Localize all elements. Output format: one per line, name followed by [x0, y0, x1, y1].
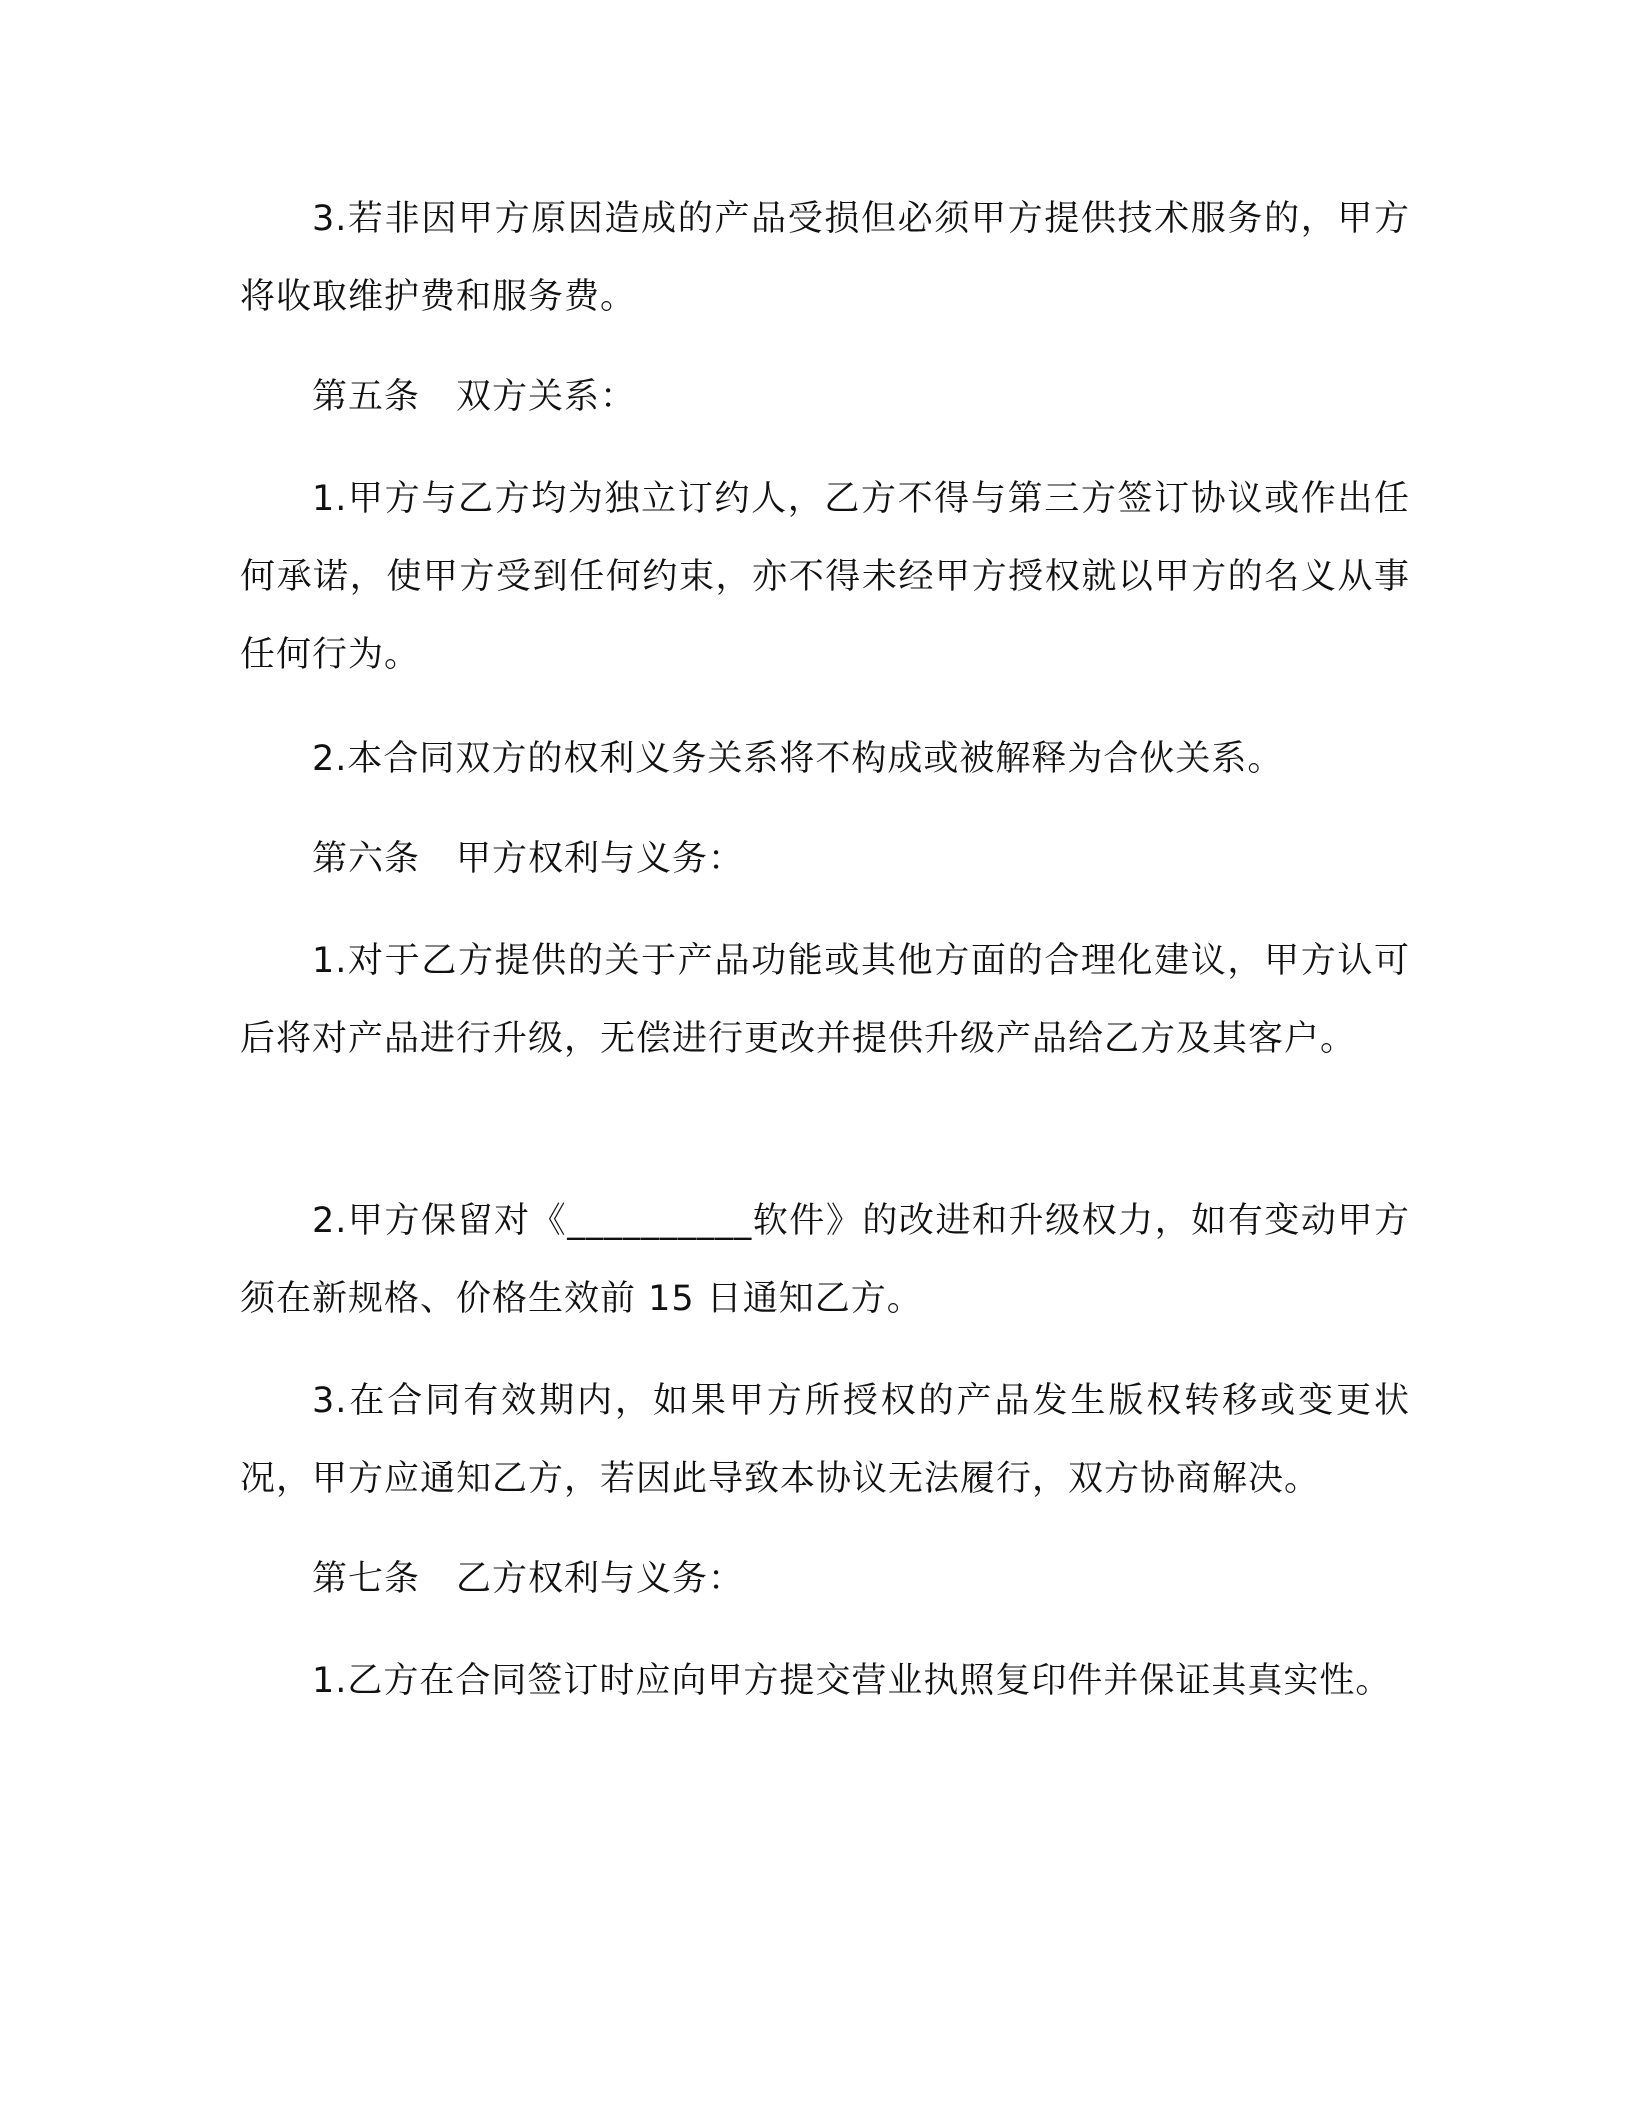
article-6-heading: 第六条 甲方权利与义务：: [312, 839, 745, 879]
article-5-heading: 第五条 双方关系：: [312, 377, 637, 417]
clause-7-item-1: 1.乙方在合同签订时应向甲方提交营业执照复印件并保证其真实性。: [312, 1661, 1392, 1701]
clause-6-item-2: 2.甲方保留对《__________软件》的改进和升级权力，如有变动甲方须在新规格、价格生效前 15 日通知乙方。: [240, 1201, 1410, 1319]
clause-4-item-3: 3.若非因甲方原因造成的产品受损但必须甲方提供技术服务的，甲方将收取维护费和服务费。: [240, 199, 1410, 317]
article-7-heading: 第七条 乙方权利与义务：: [312, 1559, 745, 1599]
clause-6-item-3: 3.在合同有效期内，如果甲方所授权的产品发生版权转移或变更状况，甲方应通知乙方，若因此导致本协议无法履行，双方协商解决。: [240, 1381, 1410, 1499]
clause-6-item-1: 1.对于乙方提供的关于产品功能或其他方面的合理化建议，甲方认可后将对产品进行升级，无偿进行更改并提供升级产品给乙方及其客户。: [240, 941, 1410, 1059]
clause-5-item-1: 1.甲方与乙方均为独立订约人，乙方不得与第三方签订协议或作出任何承诺，使甲方受到任何约束，亦不得未经甲方授权就以甲方的名义从事任何行为。: [240, 479, 1410, 675]
clause-5-item-2: 2.本合同双方的权利义务关系将不构成或被解释为合伙关系。: [312, 739, 1284, 779]
